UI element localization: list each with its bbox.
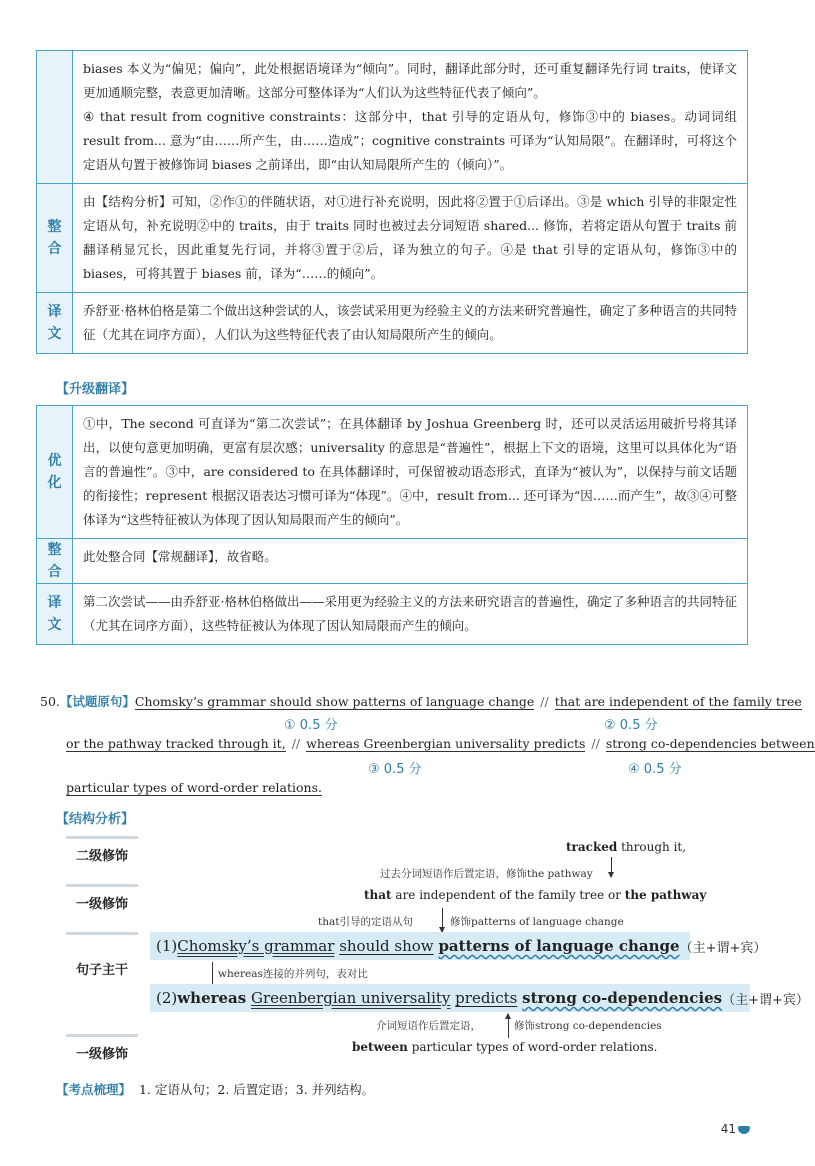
struct-that-bold: that: [364, 888, 392, 902]
table2-row1-content: ①中，The second 可直译为“第二次尝试”；在具体翻译 by Joshua Greenberg 时，还可以灵活运用破折号将其译出，以使句意更加明确，更富有层次感；universality 的意思是“普遍性”，根据上下文的语境，这里可以具体化为“语言的普遍性”。③中，are considered to 在具体翻译时，可保留被动语态形式，直译为“被认为”，以保持与前文话题的衔接性；represent 根据汉语表达习惯可译为“体现”。④中，result from... 还可译为“因……而产生”，故③④可整体译为“这些特征被认为体现了因认知局限而产生的倾向”。: [83, 416, 737, 527]
table2-row2-content: 此处整合同【常规翻译】，故省略。: [83, 549, 277, 564]
m1-subject: Chomsky’s grammar: [177, 937, 335, 955]
note-that-modifies: 修饰patterns of language change: [450, 916, 624, 928]
q50-sep-2: //: [291, 736, 301, 751]
q50-tag: 【试题原句】: [59, 694, 135, 709]
table2-row-translation: [37, 583, 747, 644]
q50-score-1: ① 0.5 分: [284, 718, 338, 733]
struct-pathway-bold: the pathway: [624, 888, 707, 902]
level-first-modifier-top: [66, 884, 138, 912]
q50-line-3: [66, 780, 322, 795]
page-number-value: 41: [720, 1122, 736, 1136]
arrow-that: [442, 908, 443, 932]
level-main-clause: [66, 932, 138, 978]
m1-num: (1): [156, 937, 178, 955]
struct-tracked-rest: through it,: [617, 840, 687, 854]
m2-tag: （主+谓+宾）: [722, 992, 809, 1008]
struct-tracked: [566, 840, 686, 854]
q50-sep-3: //: [591, 736, 600, 751]
table2-row3-label: 译 文: [37, 584, 73, 644]
note-past-participle: 过去分词短语作后置定语，修饰the pathway: [380, 868, 593, 880]
analysis-table-2: [36, 405, 748, 645]
level-second-label: 二级修饰: [75, 849, 128, 864]
main-clause-2: [150, 984, 809, 1012]
page-number: [721, 1122, 750, 1136]
m2-conj: whereas: [177, 989, 247, 1007]
table2-row-optimize: [37, 406, 747, 538]
main-clause-1: [150, 932, 767, 960]
q50-line-2: [66, 736, 815, 751]
table1-row-integrate: [37, 183, 747, 292]
table2-row-integrate: [37, 538, 747, 583]
m1-object: patterns of language change: [438, 937, 680, 955]
key-points-text: 1. 定语从句；2. 后置定语；3. 并列结构。: [138, 1082, 375, 1097]
struct-between-rest: particular types of word-order relations.: [407, 1040, 658, 1054]
analysis-table-1: [36, 50, 748, 354]
q50-number: 50.: [40, 694, 60, 709]
q50-sep-1: //: [540, 694, 549, 709]
level-first-top-label: 一级修饰: [75, 897, 128, 912]
table2-row1-label: 优 化: [37, 406, 73, 538]
note-whereas: whereas连接的并列句，表对比: [218, 968, 368, 980]
whereas-connector: [212, 962, 213, 984]
q50-score-2: ② 0.5 分: [604, 718, 658, 733]
m2-num: (2): [156, 989, 178, 1007]
graduation-cap-icon: [738, 1126, 750, 1134]
table1-row2-label: 整 合: [37, 184, 73, 292]
level-main-label: 句子主干: [75, 963, 128, 978]
q50-score-3: ③ 0.5 分: [368, 762, 422, 777]
arrow-prep: [508, 1014, 509, 1038]
table1-row1-para2: ④ that result from cognitive constraints：这部分中，that 引导的定语从句，修饰③中的 biases。动词词组 result from... 意为“由……所产生，由……造成”；cognitive constraints 可译为“认知局限”。在翻译时，可将这个定语从句置于被修饰词 biases 之前译出，即“由认知局限所产生的（倾向）”。: [83, 109, 737, 172]
upgrade-heading: 【升级翻译】: [56, 382, 135, 397]
q50-segment-6: particular types of word-order relations.: [66, 780, 322, 795]
structure-heading: 【结构分析】: [56, 812, 135, 827]
struct-between: [352, 1040, 657, 1054]
table1-row3-content: 乔舒亚·格林伯格是第二个做出这种尝试的人，该尝试采用更为经验主义的方法来研究普遍性，确定了多种语言的共同特征（尤其在词序方面），人们认为这些特征代表了由认知局限所产生的倾向。: [83, 303, 737, 342]
m1-verb: should show: [339, 937, 434, 955]
note-prep-modifies: 修饰strong co-dependencies: [514, 1020, 662, 1032]
q50-score-4: ④ 0.5 分: [628, 762, 682, 777]
table1-row1-para1: biases 本义为“偏见；偏向”，此处根据语境译为“倾向”。同时，翻译此部分时，还可重复翻译先行词 traits，使译文更加通顺完整，表意更加清晰。这部分可整体译为“人们认为这些特征代表了倾向”。: [83, 61, 737, 100]
table1-row3-label: 译 文: [37, 293, 73, 353]
q50-segment-4: whereas Greenbergian universality predicts: [306, 736, 586, 751]
table2-row2-label: 整 合: [37, 539, 73, 583]
note-prep-phrase: 介词短语作后置定语，: [376, 1020, 481, 1032]
q50-line-1: [40, 692, 802, 710]
level-first-bottom-label: 一级修饰: [75, 1047, 128, 1062]
key-points-tag: 【考点梳理】: [56, 1082, 132, 1097]
table1-row1-content: [73, 51, 747, 183]
table1-row1-label: [37, 51, 73, 183]
m2-object: strong co-dependencies: [522, 989, 723, 1007]
q50-segment-5: strong co-dependencies between: [605, 736, 815, 751]
m2-verb: predicts: [455, 989, 518, 1007]
m1-tag: （主+谓+宾）: [679, 940, 767, 956]
table1-row2-content: 由【结构分析】可知，②作①的伴随状语，对①进行补充说明，因此将②置于①后译出。③是 which 引导的非限定性定语从句，补充说明②中的 traits，由于 traits 同时也被过去分词短语 shared... 修饰，若将定语从句置于 traits 前翻译稍显冗长，因此重复先行词，并将③置于②后，译为独立的句子。④是 that 引导的定语从句，修饰③中的 biases，可将其置于 biases 前，译为“……的倾向”。: [83, 194, 737, 281]
arrow-tracked: [611, 857, 612, 877]
q50-segment-1: Chomsky’s grammar should show patterns of language change: [134, 694, 535, 709]
struct-that-mid: are independent of the family tree or: [391, 888, 625, 902]
m2-subject: Greenbergian universality: [251, 989, 451, 1007]
struct-between-bold: between: [352, 1040, 408, 1054]
table1-row-translation: [37, 292, 747, 353]
table1-row-analysis: [37, 51, 747, 183]
level-second-modifier: [66, 836, 138, 864]
struct-that-clause: [364, 888, 706, 902]
q50-segment-2: that are independent of the family tree: [554, 694, 802, 709]
struct-tracked-bold: tracked: [566, 840, 618, 854]
key-points: [56, 1080, 374, 1098]
table2-row3-content: 第二次尝试——由乔舒亚·格林伯格做出——采用更为经验主义的方法来研究语言的普遍性，确定了多种语言的共同特征（尤其在词序方面），这些特征被认为体现了因认知局限而产生的倾向。: [83, 594, 737, 633]
q50-segment-3: or the pathway tracked through it,: [66, 736, 286, 751]
level-first-modifier-bottom: [66, 1034, 138, 1062]
note-that-clause: that引导的定语从句: [318, 916, 413, 928]
